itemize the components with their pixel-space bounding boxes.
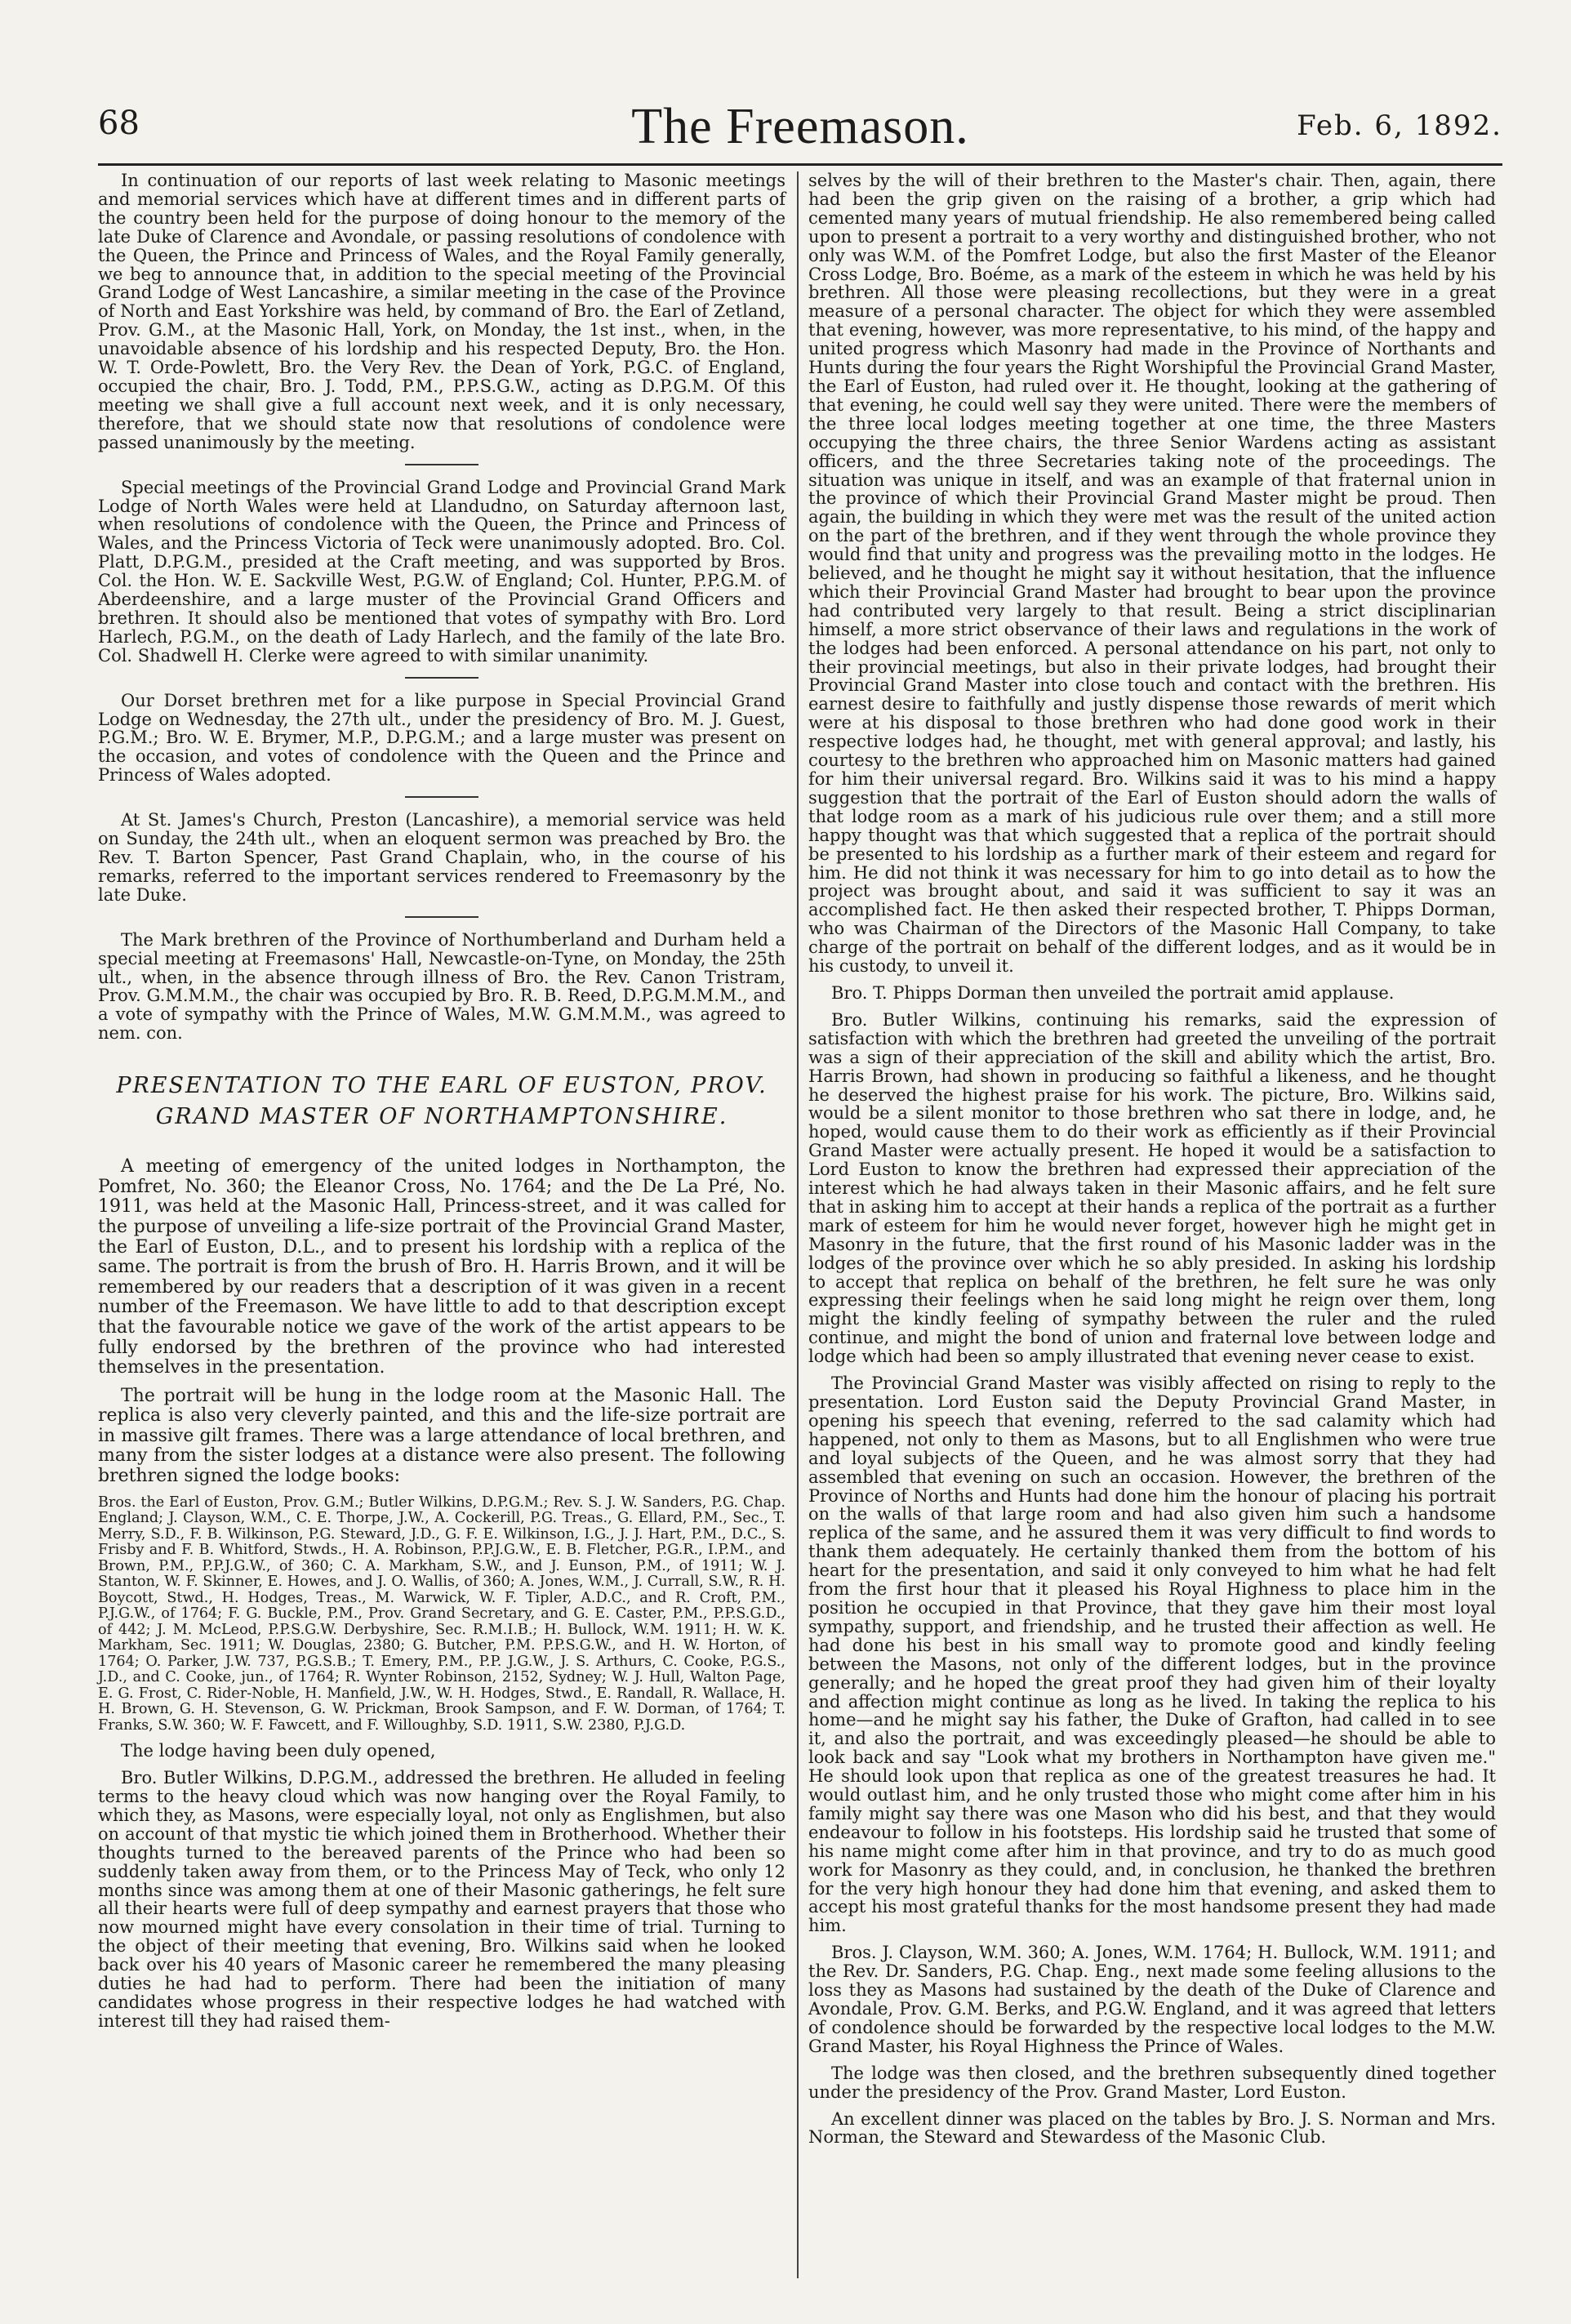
section-heading: PRESENTATION TO THE EARL OF EUSTON, PROV. GRAND MASTER OF NORTHAMPTONSHIRE. — [116, 1073, 768, 1130]
article-paragraph: Our Dorset brethren met for a like purpose in Special Provincial Grand Lodge on Wednesday, the 27th ult., under the presidency of Bro. M. J. Guest, P.G.M.; Bro. W. E. Brymer, M.P., D.P.G.M.; and a large muster was present on the occasion, and votes of condolence with the Queen and the Prince and Princess of Wales adopted. — [98, 690, 786, 786]
attendee-list: Bros. the Earl of Euston, Prov. G.M.; Butler Wilkins, D.P.G.M.; Rev. S. J. W. Sanders, P.G. Chap. England; J. Clayson, W.M., C. E. Thorpe, J.W., A. Cockerill, P.G. Treas., G. Ellard, P.M., Sec., T. Merry, S.D., F. B. Wilkinson, P.G. Steward, J.D., G. F. E. Wilkinson, I.G., J. J. Hart, P.M., D.C., S. Frisby and F. B. Whitford, Stwds., H. A. Robinson, P.P.J.G.W., E. B. Fletcher, P.G.R., I.P.M., and Brown, P.M., P.P.J.G.W., of 360; C. A. Markham, S.W., and J. Eunson, P.M., of 1911; W. J. Stanton, W. F. Skinner, E. Howes, and J. O. Wallis, of 360; A. Jones, W.M., J. Currall, S.W., R. H. Boycott, Stwd., H. Hodges, Treas., M. Warwick, W. F. Tipler, A.D.C., and R. Croft, P.M., P.J.G.W., of 1764; F. G. Buckle, P.M., Prov. Grand Secretary, and G. E. Caster, P.M., P.P.S.G.D., of 442; J. M. McLeod, P.P.S.G.W. Derbyshire, Sec. R.M.I.B.; H. Bullock, W.M. 1911; H. W. K. Markham, Sec. 1911; W. Douglas, 2380; G. Butcher, P.M. P.P.S.G.W., and H. W. Horton, of 1764; O. Parker, J.W. 737, P.G.S.B.; T. Emery, P.M., P.P. J.G.W., J. S. Arthurs, C. Cooke, P.G.S., J.D., and C. Cooke, jun., of 1764; R. Wynter Robinson, 2152, Sydney; W. J. Hull, Walton Page, E. G. Frost, C. Rider-Noble, H. Manfield, J.W., W. H. Hodges, Stwd., E. Randall, R. Wallace, H. H. Brown, G. H. Stevenson, G. W. Prickman, Brook Sampson, and F. W. Dorman, of 1764; T. Franks, S.W. 360; W. F. Fawcett, and F. Willoughby, S.D. 1911, S.W. 2380, P.J.G.D. — [98, 1494, 786, 1734]
article-paragraph: A meeting of emergency of the united lodges in Northampton, the Pomfret, No. 360; the Eleanor Cross, No. 1764; and the De La Pré, No. 1911, was held at the Masonic Hall, Princess-street, and it was called for the purpose of unveiling a life-size portrait of the Provincial Grand Master, the Earl of Euston, D.L., and to present his lordship with a replica of the same. The portrait is from the brush of Bro. H. Harris Brown, and it will be remembered by our readers that a description of it was given in a recent number of the Freemason. We have little to add to that description except that the favourable notice we gave of the work of the artist appears to be fully endorsed by the brethren of the province who had interested themselves in the presentation. — [98, 1156, 786, 1378]
article-paragraph: The lodge was then closed, and the brethren subsequently dined together under the presidency of the Prov. Grand Master, Lord Euston. — [808, 2063, 1496, 2102]
article-paragraph: The lodge having been duly opened, — [121, 1741, 436, 1761]
page-number: 68 — [98, 105, 140, 142]
article-paragraph: Bros. J. Clayson, W.M. 360; A. Jones, W.M. 1764; H. Bullock, W.M. 1911; and the Rev. Dr. Sanders, P.G. Chap. Eng., next made some feeling allusions to the loss they as Masons had sustained by the death of the Duke of Clarence and Avondale, Prov. G.M. Berks, and P.G.W. England, and it was agreed that letters of condolence should be forwarded by the respective local lodges to the M.W. Grand Master, his Royal Highness the Prince of Wales. — [808, 1943, 1496, 2056]
article-paragraph: At St. James's Church, Preston (Lancashire), a memorial service was held on Sunday, the 24th ult., when an eloquent sermon was preached by Bro. the Rev. T. Barton Spencer, Past Grand Chaplain, who, in the course of his remarks, referred to the important services rendered to Freemasonry by the late Duke. — [98, 810, 786, 905]
masthead — [98, 98, 1502, 166]
article-paragraph: selves by the will of their brethren to the Master's chair. Then, again, there had been the grip given on the raising of a brother, a grip which had cemented many years of mutual friendship. He also remembered being called upon to present a portrait to a very worthy and distinguished brother, who not only was W.M. of the Pomfret Lodge, but also the first Master of the Eleanor Cross Lodge, Bro. Boéme, as a mark of the esteem in which he was held by his brethren. All those were pleasing recollections, but they were in a great measure of a personal character. The object for which they were assembled that evening, however, was more representative, to his mind, of the happy and united progress which Masonry had made in the Province of Northants and Hunts during the four years the Right Worshipful the Provincial Grand Master, the Earl of Euston, had ruled over it. He thought, looking at the gathering of that evening, he could well say they were united. There were the members of the three local lodges meeting together at one time, the three Masters occupying the three chairs, the three Senior Wardens acting as assistant officers, and the three Secretaries taking note of the proceedings. The situation was unique in itself, and was an example of that fraternal union in the province of which their Provincial Grand Master might be proud. Then again, the building in which they were met was the result of the united action on the part of the brethren, and if they went through the whole province they would find that unity and progress was the prevailing motto in the lodges. He believed, and he thought he might say it without hesitation, that the influence which their Provincial Grand Master had brought to bear upon the province had contributed very largely to that result. Being a strict disciplinarian himself, a more strict observance of their laws and regulations in the work of the lodges had been enforced. A personal attendance on his part, not only to their provincial meetings, but also in their private lodges, had brought their Provincial Grand Master into close touch and contact with the brethren. His earnest desire to faithfully and justly dispense those rewards of merit which were at his disposal to those brethren who had done good work in their respective lodges had, he thought, met with general approval; and lastly, his courtesy to the brethren who approached him on Masonic matters had gained for him their universal regard. Bro. Wilkins said it was to his mind a happy suggestion that the portrait of the Earl of Euston should adorn the walls of that lodge room as a mark of his judicious rule over them; and a still more happy thought was that which suggested that a replica of the portrait should be presented to his lordship as a further mark of their esteem and regard for him. He did not think it was necessary for him to go into detail as to how the project was brought about, and said it was sufficient to say it was an accomplished fact. He then asked their respected brother, T. Phipps Dorman, who was Chairman of the Directors of the Masonic Hall Company, to take charge of the portrait on behalf of the different lodges, and as it would be in his custody, to unveil it. — [808, 171, 1496, 977]
separator — [405, 796, 478, 798]
article-paragraph: The Mark brethren of the Province of Northumberland and Durham held a special meeting at Freemasons' Hall, Newcastle-on-Tyne, on Monday, the 25th ult., when, in the absence through illness of Bro. the Rev. Canon Tristram, Prov. G.M.M.M., the chair was occupied by Bro. R. B. Reed, D.P.G.M.M.M., and a vote of sympathy with the Prince of Wales, M.W. G.M.M.M., was agreed to nem. con. — [98, 929, 786, 1044]
separator — [405, 677, 478, 679]
separator — [405, 916, 478, 918]
article-paragraph: The Provincial Grand Master was visibly affected on rising to reply to the presentation. Lord Euston said the Deputy Provincial Grand Master, in opening his speech that evening, referred to the sad calamity which had happened, not only to them as Masons, but to all Englishmen who were true and loyal subjects of the Queen, and he was almost sorry that they had assembled that evening on such an occasion. However, the brethren of the Province of Norths and Hunts had done him the honour of placing his portrait on the walls of that large room and had also given him such a handsome replica of the same, and he assured them it was very difficult to find words to thank them adequately. He certainly thanked them from the bottom of his heart for the presentation, and said it only conveyed to him what he had felt from the first hour that it pleased his Royal Highness to place him in the position he occupied in that Province, that they gave him their most loyal sympathy, support, and friendship, and he trusted their affection as well. He had done his best in his small way to promote good and kindly feeling between the Masons, not only of the different lodges, but in the province generally; and he hoped the great proof they had given him of their loyalty and affection might continue as long as he lived. In taking the replica to his home—and he might say his father, the Duke of Grafton, had called in to see it, and also the portrait, and was exceedingly pleased—he should be able to look back and say "Look what my brothers in Northampton have given me." He should look upon that replica as one of the greatest treasures he had. It would outlast him, and he only trusted those who might come after him in his family might say there was one Mason who did his best, and that they would endeavour to follow in his footsteps. His lordship said he trusted that some of his name might come after him in that province, and try to do as much good work for Masonry as they could, and, in conclusion, he thanked the brethren for the very high honour they had done him that evening, and asked them to accept his most grateful thanks for the most handsome present they had made him. — [808, 1373, 1496, 1936]
right-column — [808, 171, 1496, 2155]
issue-date: Feb. 6, 1892. — [1297, 109, 1502, 142]
separator — [405, 464, 478, 465]
article-paragraph: In continuation of our reports of last week relating to Masonic meetings and memorial services which have at different times and in different parts of the country been held for the purpose of doing honour to the memory of the late Duke of Clarence and Avondale, or passing resolutions of condolence with the Queen, the Prince and Princess of Wales, and the Royal Family generally, we beg to announce that, in addition to the special meeting of the Provincial Grand Lodge of West Lancashire, a similar meeting in the case of the Province of North and East Yorkshire was held, by command of Bro. the Earl of Zetland, Prov. G.M., at the Masonic Hall, York, on Monday, the 1st inst., when, in the unavoidable absence of his lordship and his respected Deputy, Bro. the Hon. W. T. Orde-Powlett, Bro. the Very Rev. the Dean of York, P.G.C. of England, occupied the chair, Bro. J. Todd, P.M., P.P.S.G.W., acting as D.P.G.M. Of this meeting we shall give a full account next week, and it is only necessary, therefore, that we should state now that resolutions of condolence were passed unanimously by the meeting. — [98, 171, 786, 452]
article-paragraph: The portrait will be hung in the lodge room at the Masonic Hall. The replica is also very cleverly painted, and this and the life-size portrait are in massive gilt frames. There was a large attendance of local brethren, and many from the sister lodges at a distance were also present. The following brethren signed the lodge books: — [98, 1385, 786, 1487]
article-paragraph: An excellent dinner was placed on the tables by Bro. J. S. Norman and Mrs. Norman, the Steward and Stewardess of the Masonic Club. — [808, 2108, 1496, 2148]
article-paragraph: Bro. Butler Wilkins, continuing his remarks, said the expression of satisfaction with which the brethren had greeted the unveiling of the portrait was a sign of their appreciation of the skill and ability which the artist, Bro. Harris Brown, had shown in producing so faithful a likeness, and he thought he deserved the highest praise for his work. The picture, Bro. Wilkins said, would be a silent monitor to those brethren who sat there in lodge, and, he hoped, would cause them to do their work as efficiently as if their Provincial Grand Master were actually present. He hoped it would be a satisfaction to Lord Euston to know the brethren had expressed their appreciation of the interest which he had always taken in their Masonic affairs, and he felt sure that in asking him to accept at their hands a replica of the portrait as a further mark of esteem for him he would never forget, however high he might get in Masonry in the future, that the first round of his Masonic ladder was in the lodges of the province over which he so ably presided. In asking his lordship to accept that replica on behalf of the brethren, he felt sure he was only expressing their feelings when he said long might he reign over them, long might the kindly feeling of sympathy between the ruler and the ruled continue, and might the bond of union and fraternal love between lodge and lodge which had been so amply illustrated that evening never cease to exist. — [808, 1009, 1496, 1367]
column-divider — [797, 171, 799, 2278]
left-column — [98, 171, 786, 2039]
newspaper-title: The Freemason. — [631, 99, 969, 154]
article-paragraph: Bro. T. Phipps Dorman then unveiled the portrait amid applause. — [831, 982, 1395, 1003]
article-paragraph: Special meetings of the Provincial Grand Lodge and Provincial Grand Mark Lodge of North Wales were held at Llandudno, on Saturday afternoon last, when resolutions of condolence with the Queen, the Prince and Princess of Wales, and the Princess Victoria of Teck were unanimously adopted. Bro. Col. Platt, D.P.G.M., presided at the Craft meeting, and was supported by Bros. Col. the Hon. W. E. Sackville West, P.G.W. of England; Col. Hunter, P.P.G.M. of Aberdeenshire, and a large muster of the Provincial Grand Officers and brethren. It should also be mentioned that votes of sympathy with Bro. Lord Harlech, P.G.M., on the death of Lady Harlech, and the family of the late Bro. Col. Shadwell H. Clerke were agreed to with similar unanimity. — [98, 477, 786, 666]
article-paragraph: Bro. Butler Wilkins, D.P.G.M., addressed the brethren. He alluded in feeling terms to the heavy cloud which was now hanging over the Royal Family, to which they, as Masons, were especially loyal, not only as Englishmen, but also on account of that mystic tie which joined them in Brotherhood. Whether their thoughts turned to the bereaved parents of the Prince who had been so suddenly taken away from them, or to the Princess May of Teck, who only 12 months since was among them at one of their Masonic gatherings, he felt sure all their hearts were full of deep sympathy and earnest prayers that those who now mourned might have every consolation in their time of trial. Turning to the object of their meeting that evening, Bro. Wilkins said when he looked back over his 40 years of Masonic career he remembered the many pleasing duties he had had to perform. There had been the initiation of many candidates whose progress in their respective lodges he had watched with interest till they had raised them- — [98, 1768, 786, 2031]
